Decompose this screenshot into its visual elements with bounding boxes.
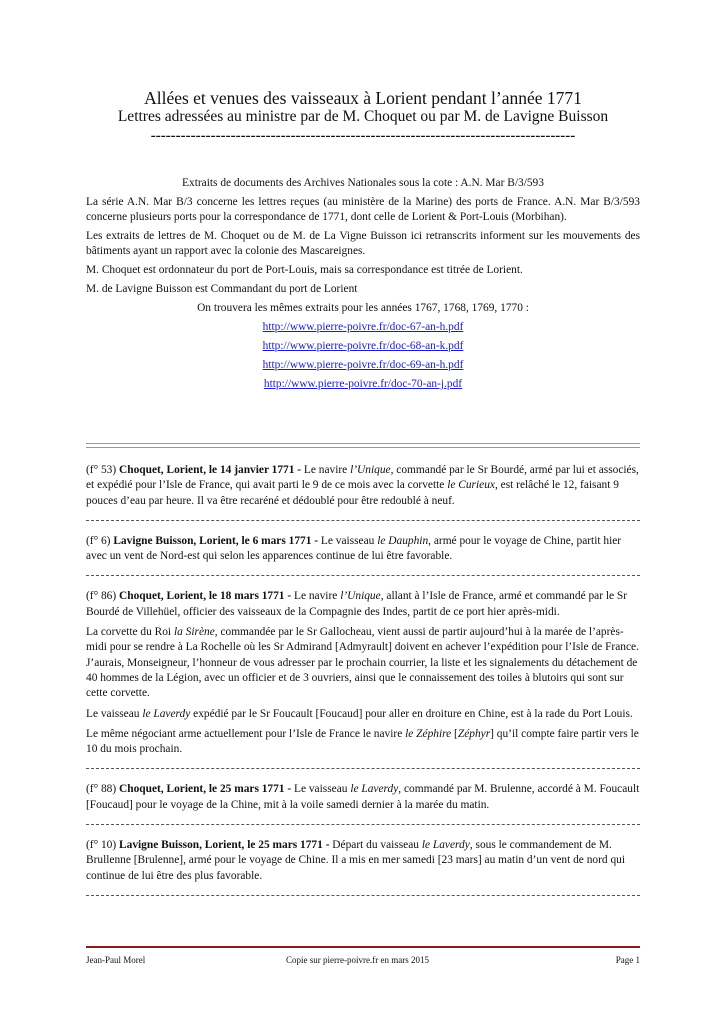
dashed-separator: [86, 824, 640, 825]
text: Le vaisseau: [318, 534, 378, 547]
entry-text: [86, 782, 640, 813]
text: , est relâché le 12, faisant 9 pouces d’eau par heure. Il va être recaréné et dédoublé pour être redoublé à neuf.: [86, 479, 619, 507]
ship-name: le Zéphire: [405, 727, 452, 740]
section-divider: [86, 443, 640, 448]
dashed-separator: [86, 575, 640, 576]
text: , commandé par M. Brulenne, accordé à M. Foucault [Foucaud] pour le voyage de la Chine, mit à la voile samedi dernier à la marée du matin.: [86, 783, 640, 811]
entry-text: [86, 727, 640, 758]
ship-name: le Dauphin: [377, 534, 429, 547]
intro-section: [86, 176, 640, 396]
text: , sous le commandement de M. Brullenne [Brulenne], armé pour le voyage de Chine. Il a mis en mer samedi [23 mars] au matin d’un vent de nord qui continue de lui être des plus favorable.: [86, 839, 625, 882]
text: , armé pour le voyage de Chine, partit hier avec un vent de Nord-est qui selon les apparences continue de lui être favorable.: [86, 534, 622, 563]
text: ] qu’il compte faire partir vers le 10 du mois prochain.: [86, 727, 639, 756]
entry-text: [86, 534, 640, 565]
folio: (f° 53): [86, 464, 120, 476]
links-list: [86, 320, 640, 392]
dashed-separator: [86, 768, 640, 769]
link-doc-68[interactable]: http://www.pierre-poivre.fr/doc-68-an-k.pdf: [262, 340, 464, 352]
text: Le vaisseau: [291, 783, 351, 796]
intro-paragraph: M. de Lavigne Buisson est Commandant du port de Lorient: [86, 283, 358, 295]
folio: (f° 6): [86, 534, 114, 547]
text: La corvette du Roi: [86, 626, 174, 639]
ship-name: le Curieux: [447, 479, 495, 492]
intro-paragraph: La série A.N. Mar B/3 concerne les lettres reçues (au ministère de la Marine) des ports de France. A.N. Mar B/3/593 concerne plusieurs ports pour la correspondance de 1771, dont celle de Lorient & Port-Louis (Morbihan).: [86, 196, 640, 223]
text: Le navire: [301, 464, 351, 476]
text: expédié par le Sr Foucault [Foucaud] pour aller en droiture en Chine, est à la rade du Port Louis.: [190, 707, 633, 720]
entry: [86, 589, 640, 757]
source-reference: Extraits de documents des Archives Nationales sous la cote : A.N. Mar B/3/593: [182, 177, 544, 189]
entry: [86, 463, 640, 509]
folio: (f° 86): [86, 590, 120, 603]
intro-paragraph: Les extraits de lettres de M. Choquet ou de M. de La Vigne Buisson ici retranscrits informent sur les mouvements des bâtiments ayant un rapport avec la colonie des Mascareignes.: [86, 230, 640, 257]
folio: (f° 88): [86, 783, 120, 796]
link-doc-69[interactable]: http://www.pierre-poivre.fr/doc-69-an-h.pdf: [262, 359, 464, 371]
entry: [86, 534, 640, 565]
ship-name: le Laverdy: [421, 839, 470, 852]
entry-heading: Choquet, Lorient, le 14 janvier 1771 -: [119, 464, 302, 476]
text: Le navire: [291, 590, 341, 603]
text: , commandée par le Sr Gallocheau, vient aussi de partir aujourd’hui à la marée de l’après-midi pour se rendre à La Rochelle où les Sr Admirand [Admyrault] doivent en achever l’expédition pour l’Isle de France. J’aurais, Monseigneur, l’honneur de vous adresser par le prochain courrier, la liste et les signalements du détachement de 40 hommes de la Légion, avec un officier et de 3 ouvriers, ainsi que le connaissement des toiles à blutoirs qui sont sur cette corvette.: [86, 626, 639, 700]
ship-name: la Sirène: [173, 626, 215, 639]
ship-name: Zéphyr: [457, 727, 491, 740]
text: , commandé par le Sr Bourdé, armé par lui et associés, et expédié pour l’Isle de France, qui avait parti le 9 de ce mois avec la corvette: [86, 464, 639, 492]
text: [: [451, 727, 458, 740]
dashed-separator: [86, 520, 640, 521]
entry-text: [86, 838, 640, 884]
dashed-separator: [86, 895, 640, 896]
entry-text: [86, 463, 640, 509]
text: Le même négociant arme actuellement pour l’Isle de France le navire: [86, 727, 406, 740]
entries-list: [86, 463, 640, 909]
entry: [86, 838, 640, 884]
footer-copy: Copie sur pierre-poivre.fr en mars 2015: [286, 955, 429, 965]
footer-rule: [86, 946, 640, 948]
page-title: Allées et venues des vaisseaux à Lorient pendant l’année 1771: [144, 88, 582, 108]
ship-name: le Laverdy: [142, 707, 191, 720]
title-rule: -------------------------------------------------------------------------------------: [150, 128, 576, 144]
entry-text: [86, 625, 640, 701]
page-subtitle: Lettres adressées au ministre par de M. Choquet ou par M. de Lavigne Buisson: [117, 108, 609, 125]
entry-heading: Choquet, Lorient, le 18 mars 1771 -: [119, 590, 292, 603]
link-doc-70[interactable]: http://www.pierre-poivre.fr/doc-70-an-j.pdf: [263, 378, 463, 390]
ship-name: l’Unique: [340, 590, 381, 603]
entry-heading: Lavigne Buisson, Lorient, le 25 mars 1771 -: [119, 839, 330, 852]
page-number: Page 1: [615, 955, 640, 965]
footer-author: Jean-Paul Morel: [86, 955, 146, 965]
text: Le vaisseau: [86, 707, 143, 720]
entry: [86, 782, 640, 813]
entry-heading: Lavigne Buisson, Lorient, le 6 mars 1771 -: [113, 534, 319, 547]
entry-heading: Choquet, Lorient, le 25 mars 1771 -: [119, 783, 292, 796]
link-doc-67[interactable]: http://www.pierre-poivre.fr/doc-67-an-h.pdf: [262, 321, 464, 333]
ship-name: le Laverdy: [350, 783, 399, 796]
folio: (f° 10): [86, 839, 120, 852]
text: , allant à l’Isle de France, armé et commandé par le Sr Bourdé de Villehüel, officier des vaisseaux de la Compagnie des Indes, partit de ce port hier après-midi.: [86, 590, 628, 618]
ship-name: l’Unique: [350, 464, 391, 476]
intro-paragraph: M. Choquet est ordonnateur du port de Port-Louis, mais sa correspondance est titrée de Lorient.: [86, 264, 523, 276]
entry-text: [86, 589, 640, 620]
entry-text: [86, 707, 640, 722]
text: Départ du vaisseau: [329, 839, 422, 852]
links-intro: On trouvera les mêmes extraits pour les années 1767, 1768, 1769, 1770 :: [197, 302, 529, 314]
